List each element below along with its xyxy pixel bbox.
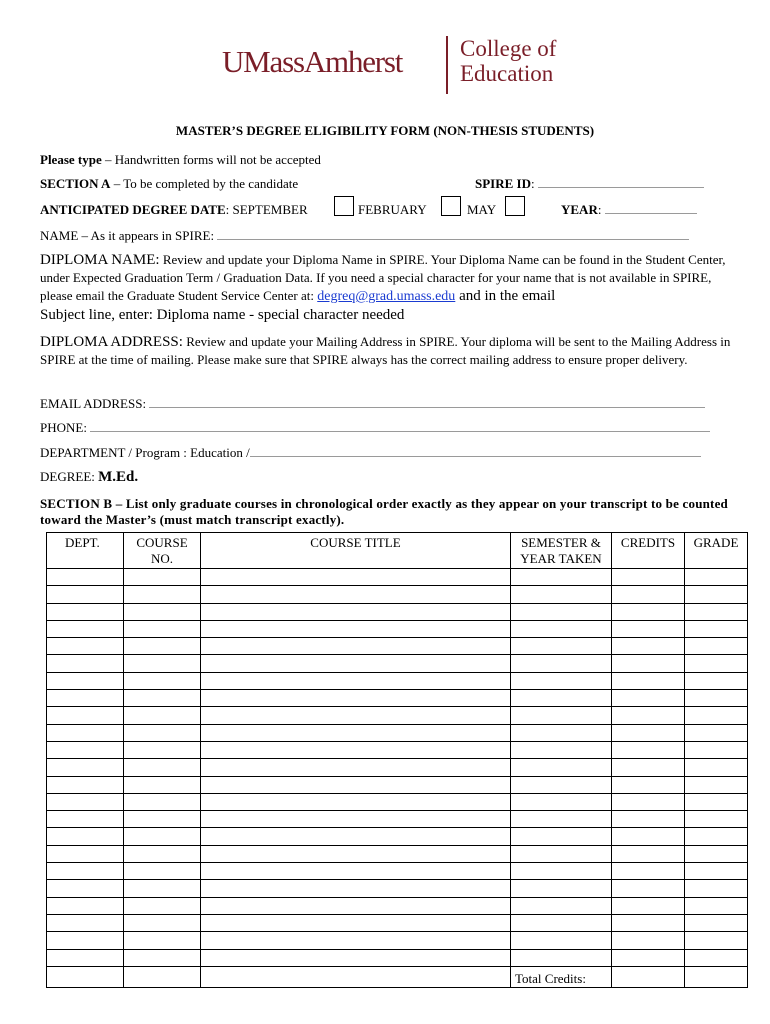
dept-cell[interactable]: [47, 724, 124, 741]
logo-college-line2: Education: [460, 61, 554, 86]
dept-cell[interactable]: [47, 880, 124, 897]
table-row: [47, 569, 748, 586]
header-semester-line2: YEAR TAKEN: [520, 551, 602, 566]
table-row: [47, 828, 748, 845]
table-row: [47, 811, 748, 828]
grade-cell[interactable]: [685, 586, 748, 603]
spire-id-label: SPIRE ID: [475, 176, 531, 191]
dept-cell[interactable]: [47, 672, 124, 689]
dept-cell[interactable]: [47, 638, 124, 655]
course-no-cell[interactable]: [124, 949, 201, 966]
credits-cell[interactable]: [612, 828, 685, 845]
semester-cell[interactable]: [511, 759, 612, 776]
semester-cell[interactable]: [511, 863, 612, 880]
grade-cell[interactable]: [685, 741, 748, 758]
table-header-row: [47, 533, 748, 569]
phone-row: [40, 420, 710, 436]
spire-id-row: [475, 176, 704, 192]
table-row: [47, 793, 748, 810]
table-row: [47, 690, 748, 707]
course-no-cell[interactable]: [124, 845, 201, 862]
header-course-no: [124, 533, 201, 569]
credits-cell[interactable]: [612, 569, 685, 586]
degree-value: M.Ed.: [98, 469, 139, 485]
credits-cell[interactable]: [612, 897, 685, 914]
course-no-cell[interactable]: [124, 880, 201, 897]
credits-cell[interactable]: [612, 638, 685, 655]
course-title-cell[interactable]: [201, 845, 511, 862]
grade-cell[interactable]: [685, 655, 748, 672]
course-table-body: [47, 569, 748, 988]
credits-cell[interactable]: [612, 811, 685, 828]
february-label: FEBRUARY: [358, 202, 427, 217]
semester-cell[interactable]: [511, 638, 612, 655]
may-checkbox[interactable]: [505, 196, 525, 216]
course-no-cell[interactable]: [124, 914, 201, 931]
diploma-name-paragraph: [40, 251, 740, 324]
total-credits-value[interactable]: [612, 966, 685, 987]
grade-cell[interactable]: [685, 603, 748, 620]
form-title: MASTER’S DEGREE ELIGIBILITY FORM (NON-THESIS STUDENTS): [175, 123, 595, 138]
course-no-cell[interactable]: [124, 897, 201, 914]
dept-cell[interactable]: [47, 897, 124, 914]
course-title-cell[interactable]: [201, 914, 511, 931]
department-row: [40, 445, 701, 461]
email-field[interactable]: [149, 397, 705, 408]
course-no-cell[interactable]: [124, 793, 201, 810]
may-label: MAY: [467, 202, 497, 217]
september-checkbox[interactable]: [334, 196, 354, 216]
diploma-name-heading: DIPLOMA NAME:: [40, 252, 160, 268]
grade-cell[interactable]: [685, 880, 748, 897]
semester-cell[interactable]: [511, 690, 612, 707]
semester-cell[interactable]: [511, 811, 612, 828]
dept-cell[interactable]: [47, 828, 124, 845]
semester-cell[interactable]: [511, 672, 612, 689]
semester-cell[interactable]: [511, 897, 612, 914]
grade-cell[interactable]: [685, 949, 748, 966]
credits-cell[interactable]: [612, 845, 685, 862]
table-row: [47, 776, 748, 793]
course-title-cell[interactable]: [201, 793, 511, 810]
dept-cell[interactable]: [47, 707, 124, 724]
diploma-address-heading: DIPLOMA ADDRESS:: [40, 334, 183, 350]
credits-cell[interactable]: [612, 863, 685, 880]
semester-cell[interactable]: [511, 828, 612, 845]
semester-cell[interactable]: [511, 724, 612, 741]
phone-field[interactable]: [90, 421, 710, 432]
course-title-cell[interactable]: [201, 741, 511, 758]
degree-row: [40, 469, 138, 486]
course-no-cell[interactable]: [124, 707, 201, 724]
dept-cell[interactable]: [47, 759, 124, 776]
grade-cell[interactable]: [685, 569, 748, 586]
spire-id-colon: :: [531, 176, 535, 191]
course-title-cell[interactable]: [201, 620, 511, 637]
dept-cell[interactable]: [47, 914, 124, 931]
table-row: [47, 914, 748, 931]
total-credits-label: Total Credits:: [511, 966, 612, 987]
header-course-title: COURSE TITLE: [201, 533, 511, 569]
credits-cell[interactable]: [612, 776, 685, 793]
course-title-cell[interactable]: [201, 603, 511, 620]
please-type-bold: Please type: [40, 152, 102, 167]
credits-cell[interactable]: [612, 620, 685, 637]
course-title-cell[interactable]: [201, 828, 511, 845]
diploma-name-text: Review and update your Diploma Name in SPIRE. Your Diploma Name can be found in the Student Center, under Expected Graduation Term / Graduation Data. If you need a special character for your name that is not available in SPIRE, please email the Graduate Student Service Center at:: [40, 252, 726, 303]
name-label: NAME – As it appears in SPIRE:: [40, 228, 215, 243]
course-title-cell[interactable]: [201, 569, 511, 586]
year-colon: :: [597, 202, 602, 217]
semester-cell[interactable]: [511, 845, 612, 862]
please-type-rest: – Handwritten forms will not be accepted: [101, 152, 321, 167]
table-row: [47, 932, 748, 949]
diploma-subject-line: Subject line, enter: Diploma name - special character needed: [40, 307, 405, 323]
course-title-cell[interactable]: [201, 690, 511, 707]
semester-cell[interactable]: [511, 569, 612, 586]
course-title-cell[interactable]: [201, 707, 511, 724]
please-type-note: [40, 152, 321, 168]
course-title-cell: [201, 966, 511, 987]
table-row: [47, 759, 748, 776]
grade-cell[interactable]: [685, 914, 748, 931]
table-row: [47, 655, 748, 672]
grade-cell[interactable]: [685, 620, 748, 637]
diploma-address-text: Review and update your Mailing Address in SPIRE. Your diploma will be sent to the Mailing Address in SPIRE at the time of mailing. Please make sure that SPIRE always has the correct mailing address to ensure proper delivery.: [40, 334, 731, 367]
course-no-cell[interactable]: [124, 724, 201, 741]
grade-cell[interactable]: [685, 638, 748, 655]
anticipated-degree-label: [40, 202, 308, 218]
semester-cell[interactable]: [511, 707, 612, 724]
dept-cell[interactable]: [47, 793, 124, 810]
college-of-education-logo: [460, 36, 556, 86]
credits-cell[interactable]: [612, 603, 685, 620]
credits-cell[interactable]: [612, 586, 685, 603]
credits-cell[interactable]: [612, 793, 685, 810]
dept-cell: [47, 966, 124, 987]
credits-cell[interactable]: [612, 932, 685, 949]
course-no-cell[interactable]: [124, 586, 201, 603]
year-field[interactable]: [605, 203, 697, 214]
credits-cell[interactable]: [612, 690, 685, 707]
course-no-cell[interactable]: [124, 932, 201, 949]
grade-cell[interactable]: [685, 793, 748, 810]
grade-cell[interactable]: [685, 724, 748, 741]
year-label: YEAR: [561, 202, 598, 217]
header-grade: GRADE: [685, 533, 748, 569]
grade-cell[interactable]: [685, 776, 748, 793]
semester-cell[interactable]: [511, 793, 612, 810]
course-title-cell[interactable]: [201, 638, 511, 655]
logo-divider: [446, 36, 448, 94]
department-label: DEPARTMENT / Program : Education /: [40, 445, 250, 460]
february-checkbox[interactable]: [441, 196, 461, 216]
table-row: [47, 880, 748, 897]
grade-cell[interactable]: [685, 707, 748, 724]
section-a-bold: SECTION A: [40, 176, 111, 191]
grade-cell[interactable]: [685, 759, 748, 776]
credits-cell[interactable]: [612, 949, 685, 966]
course-title-cell[interactable]: [201, 724, 511, 741]
course-title-cell[interactable]: [201, 811, 511, 828]
grade-cell[interactable]: [685, 897, 748, 914]
course-title-cell[interactable]: [201, 776, 511, 793]
course-no-cell[interactable]: [124, 569, 201, 586]
credits-cell[interactable]: [612, 672, 685, 689]
course-no-cell[interactable]: [124, 828, 201, 845]
table-row: [47, 638, 748, 655]
course-no-cell[interactable]: [124, 741, 201, 758]
course-no-cell: [124, 966, 201, 987]
dept-cell[interactable]: [47, 655, 124, 672]
grade-cell[interactable]: [685, 690, 748, 707]
dept-cell[interactable]: [47, 949, 124, 966]
course-title-cell[interactable]: [201, 655, 511, 672]
credits-cell[interactable]: [612, 880, 685, 897]
course-title-cell[interactable]: [201, 863, 511, 880]
credits-cell[interactable]: [612, 741, 685, 758]
table-row: [47, 845, 748, 862]
section-a-heading: [40, 176, 298, 192]
table-row: [47, 741, 748, 758]
course-no-cell[interactable]: [124, 811, 201, 828]
table-row: [47, 724, 748, 741]
course-no-cell[interactable]: [124, 863, 201, 880]
dept-cell[interactable]: [47, 586, 124, 603]
anticipated-degree-bold: ANTICIPATED DEGREE DATE: [40, 202, 226, 217]
credits-cell[interactable]: [612, 655, 685, 672]
course-no-cell[interactable]: [124, 603, 201, 620]
name-field[interactable]: [217, 229, 689, 240]
header-credits: CREDITS: [612, 533, 685, 569]
course-no-cell[interactable]: [124, 690, 201, 707]
logo-college-line1: College of: [460, 36, 557, 61]
section-b-bold: SECTION B: [40, 496, 113, 511]
semester-cell[interactable]: [511, 949, 612, 966]
table-row: [47, 603, 748, 620]
semester-cell[interactable]: [511, 603, 612, 620]
course-no-cell[interactable]: [124, 620, 201, 637]
course-no-cell[interactable]: [124, 638, 201, 655]
semester-cell[interactable]: [511, 880, 612, 897]
department-field[interactable]: [250, 446, 701, 457]
year-row: [561, 202, 697, 218]
table-row: [47, 620, 748, 637]
diploma-email-link[interactable]: degreq@grad.umass.edu: [317, 289, 456, 304]
diploma-after-email: and in the email: [455, 288, 556, 304]
name-row: [40, 228, 689, 244]
section-a-rest: – To be completed by the candidate: [110, 176, 299, 191]
email-row: [40, 396, 705, 412]
grade-cell[interactable]: [685, 672, 748, 689]
semester-cell[interactable]: [511, 620, 612, 637]
semester-cell[interactable]: [511, 586, 612, 603]
table-row: [47, 586, 748, 603]
spire-id-field[interactable]: [538, 177, 704, 188]
semester-cell[interactable]: [511, 655, 612, 672]
header-semester: [511, 533, 612, 569]
table-row: [47, 863, 748, 880]
diploma-address-paragraph: [40, 333, 740, 369]
grade-cell: [685, 966, 748, 987]
grade-cell[interactable]: [685, 863, 748, 880]
semester-cell[interactable]: [511, 932, 612, 949]
dept-cell[interactable]: [47, 863, 124, 880]
grade-cell[interactable]: [685, 828, 748, 845]
semester-cell[interactable]: [511, 776, 612, 793]
dept-cell[interactable]: [47, 845, 124, 862]
section-b-heading: [40, 496, 740, 528]
course-title-cell[interactable]: [201, 880, 511, 897]
grade-cell[interactable]: [685, 811, 748, 828]
dept-cell[interactable]: [47, 776, 124, 793]
total-credits-row: [47, 966, 748, 987]
course-title-cell[interactable]: [201, 586, 511, 603]
dept-cell[interactable]: [47, 690, 124, 707]
table-row: [47, 897, 748, 914]
dept-cell[interactable]: [47, 620, 124, 637]
umass-amherst-logo: UMassAmherst: [222, 44, 403, 79]
course-title-cell[interactable]: [201, 759, 511, 776]
september-label: : SEPTEMBER: [225, 202, 308, 217]
header-course-no-line1: COURSE: [136, 535, 188, 550]
course-title-cell[interactable]: [201, 897, 511, 914]
table-row: [47, 672, 748, 689]
email-label: EMAIL ADDRESS:: [40, 396, 147, 411]
dept-cell[interactable]: [47, 811, 124, 828]
header-semester-line1: SEMESTER &: [521, 535, 601, 550]
header-dept: DEPT.: [47, 533, 124, 569]
semester-cell[interactable]: [511, 741, 612, 758]
credits-cell[interactable]: [612, 707, 685, 724]
phone-label: PHONE:: [40, 420, 87, 435]
course-title-cell[interactable]: [201, 932, 511, 949]
course-table: [46, 532, 748, 988]
course-title-cell[interactable]: [201, 672, 511, 689]
course-no-cell[interactable]: [124, 776, 201, 793]
credits-cell[interactable]: [612, 914, 685, 931]
dept-cell[interactable]: [47, 932, 124, 949]
table-row: [47, 949, 748, 966]
dept-cell[interactable]: [47, 603, 124, 620]
degree-label: DEGREE:: [40, 469, 95, 484]
course-title-cell[interactable]: [201, 949, 511, 966]
credits-cell[interactable]: [612, 759, 685, 776]
credits-cell[interactable]: [612, 724, 685, 741]
dept-cell[interactable]: [47, 569, 124, 586]
header-course-no-line2: NO.: [150, 551, 174, 566]
table-row: [47, 707, 748, 724]
dept-cell[interactable]: [47, 741, 124, 758]
section-b-rest: – List only graduate courses in chronological order exactly as they appear on your transcript to be counted toward the Master’s (must match transcript exactly).: [40, 496, 728, 527]
grade-cell[interactable]: [685, 932, 748, 949]
course-no-cell[interactable]: [124, 655, 201, 672]
course-no-cell[interactable]: [124, 672, 201, 689]
course-no-cell[interactable]: [124, 759, 201, 776]
grade-cell[interactable]: [685, 845, 748, 862]
semester-cell[interactable]: [511, 914, 612, 931]
